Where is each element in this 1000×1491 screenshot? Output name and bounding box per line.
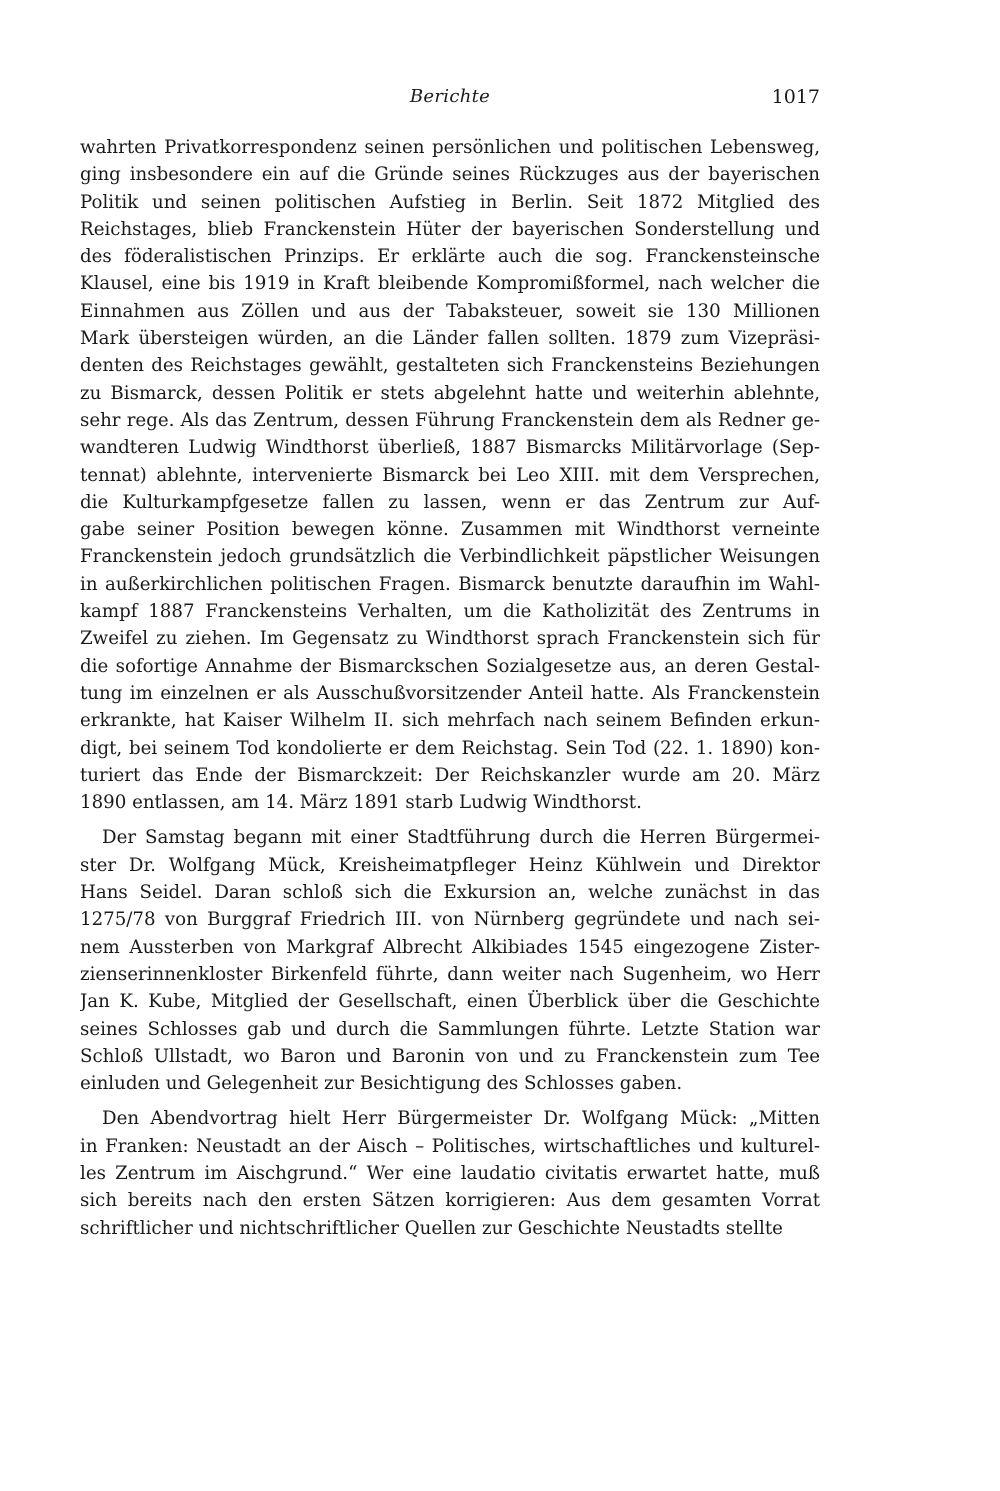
page-number: 1017 xyxy=(771,86,820,108)
text-line: wahrten Privatkorrespondenz seinen persönlichen und politischen Lebensweg, xyxy=(80,137,820,158)
text-line: seines Schlosses gab und durch die Sammlungen führte. Letzte Station war xyxy=(80,1018,820,1040)
text-line: sehr rege. Als das Zentrum, dessen Führung Franckenstein dem als Redner ge- xyxy=(80,409,820,431)
text-line: les Zentrum im Aischgrund.“ Wer eine laudatio civitatis erwartet hatte, muß xyxy=(80,1162,820,1184)
text-line: einluden und Gelegenheit zur Besichtigung des Schlosses gaben. xyxy=(80,1073,683,1095)
paragraph-1 xyxy=(80,134,820,816)
text-line: Den Abendvortrag hielt Herr Bürgermeister Dr. Wolfgang Mück: „Mitten xyxy=(102,1108,820,1130)
paragraph-gap xyxy=(80,816,820,824)
paragraph-2 xyxy=(80,824,820,1097)
text-line: 1890 entlassen, am 14. März 1891 starb Ludwig Windthorst. xyxy=(80,792,642,814)
text-line: Hans Seidel. Daran schloß sich die Exkursion an, welche zunächst in das xyxy=(80,882,820,904)
text-line: in außerkirchlichen politischen Fragen. Bismarck benutzte daraufhin im Wahl- xyxy=(80,573,820,595)
text-line: denten des Reichstages gewählt, gestalteten sich Franckensteins Beziehungen xyxy=(80,355,820,377)
text-line: Reichstages, blieb Franckenstein Hüter der bayerischen Sonderstellung und xyxy=(80,218,820,240)
running-header xyxy=(80,84,820,110)
text-line: die Kulturkampfgesetze fallen zu lassen, wenn er das Zentrum zur Auf- xyxy=(80,491,820,513)
text-line: kampf 1887 Franckensteins Verhalten, um die Katholizität des Zentrums in xyxy=(80,601,820,623)
text-line: Klausel, eine bis 1919 in Kraft bleibende Kompromißformel, nach welcher die xyxy=(80,273,820,295)
text-line: Politik und seinen politischen Aufstieg in Berlin. Seit 1872 Mitglied des xyxy=(80,191,820,213)
text-line: zienserinnenkloster Birkenfeld führte, dann weiter nach Sugenheim, wo Herr xyxy=(80,963,820,985)
text-line: ging insbesondere ein auf die Gründe seines Rückzuges aus der bayerischen xyxy=(80,164,820,186)
text-line: zu Bismarck, dessen Politik er stets abgelehnt hatte und weiterhin ablehnte, xyxy=(80,382,820,404)
text-line: erkrankte, hat Kaiser Wilhelm II. sich mehrfach nach seinem Befinden erkun- xyxy=(80,710,820,732)
paragraph-3 xyxy=(80,1105,820,1241)
text-line: digt, bei seinem Tod kondolierte er dem Reichstag. Sein Tod (22. 1. 1890) kon- xyxy=(80,737,820,759)
text-line: Der Samstag begann mit einer Stadtführung durch die Herren Bürgermei- xyxy=(102,827,820,849)
body-text xyxy=(80,134,820,1242)
text-line: turiert das Ende der Bismarckzeit: Der Reichskanzler wurde am 20. März xyxy=(80,764,820,786)
running-title: Berichte xyxy=(409,86,491,107)
text-line: gabe seiner Position bewegen könne. Zusammen mit Windthorst verneinte xyxy=(80,519,820,541)
text-line: tung im einzelnen er als Ausschußvorsitzender Anteil hatte. Als Franckenstein xyxy=(80,682,820,704)
text-line: Zweifel zu ziehen. Im Gegensatz zu Windthorst sprach Franckenstein sich für xyxy=(80,628,820,650)
text-line: wandteren Ludwig Windthorst überließ, 1887 Bismarcks Militärvorlage (Sep- xyxy=(80,437,820,459)
paragraph-gap xyxy=(80,1097,820,1105)
text-line: tennat) ablehnte, intervenierte Bismarck bei Leo XIII. mit dem Versprechen, xyxy=(80,464,820,486)
text-line: 1275/78 von Burggraf Friedrich III. von Nürnberg gegründete und nach sei- xyxy=(80,909,820,931)
text-line: schriftlicher und nichtschriftlicher Quellen zur Geschichte Neustadts stellte xyxy=(80,1217,783,1239)
text-line: Mark übersteigen würden, an die Länder fallen sollten. 1879 zum Vizepräsi- xyxy=(80,328,820,350)
text-line: ster Dr. Wolfgang Mück, Kreisheimatpfleger Heinz Kühlwein und Direktor xyxy=(80,854,820,876)
text-line: die sofortige Annahme der Bismarckschen Sozialgesetze aus, an deren Gestal- xyxy=(80,655,820,677)
text-line: in Franken: Neustadt an der Aisch – Politisches, wirtschaftliches und kulturel- xyxy=(80,1135,820,1157)
text-line: sich bereits nach den ersten Sätzen korrigieren: Aus dem gesamten Vorrat xyxy=(80,1190,820,1212)
text-line: des föderalistischen Prinzips. Er erklärte auch die sog. Franckensteinsche xyxy=(80,246,820,268)
text-line: Franckenstein jedoch grundsätzlich die Verbindlichkeit päpstlicher Weisungen xyxy=(80,546,820,568)
text-line: Schloß Ullstadt, wo Baron und Baronin von und zu Franckenstein zum Tee xyxy=(80,1045,820,1067)
text-line: Einnahmen aus Zöllen und aus der Tabaksteuer, soweit sie 130 Millionen xyxy=(80,300,820,322)
text-line: nem Aussterben von Markgraf Albrecht Alkibiades 1545 eingezogene Zister- xyxy=(80,936,820,958)
text-line: Jan K. Kube, Mitglied der Gesellschaft, einen Überblick über die Geschichte xyxy=(80,991,820,1013)
